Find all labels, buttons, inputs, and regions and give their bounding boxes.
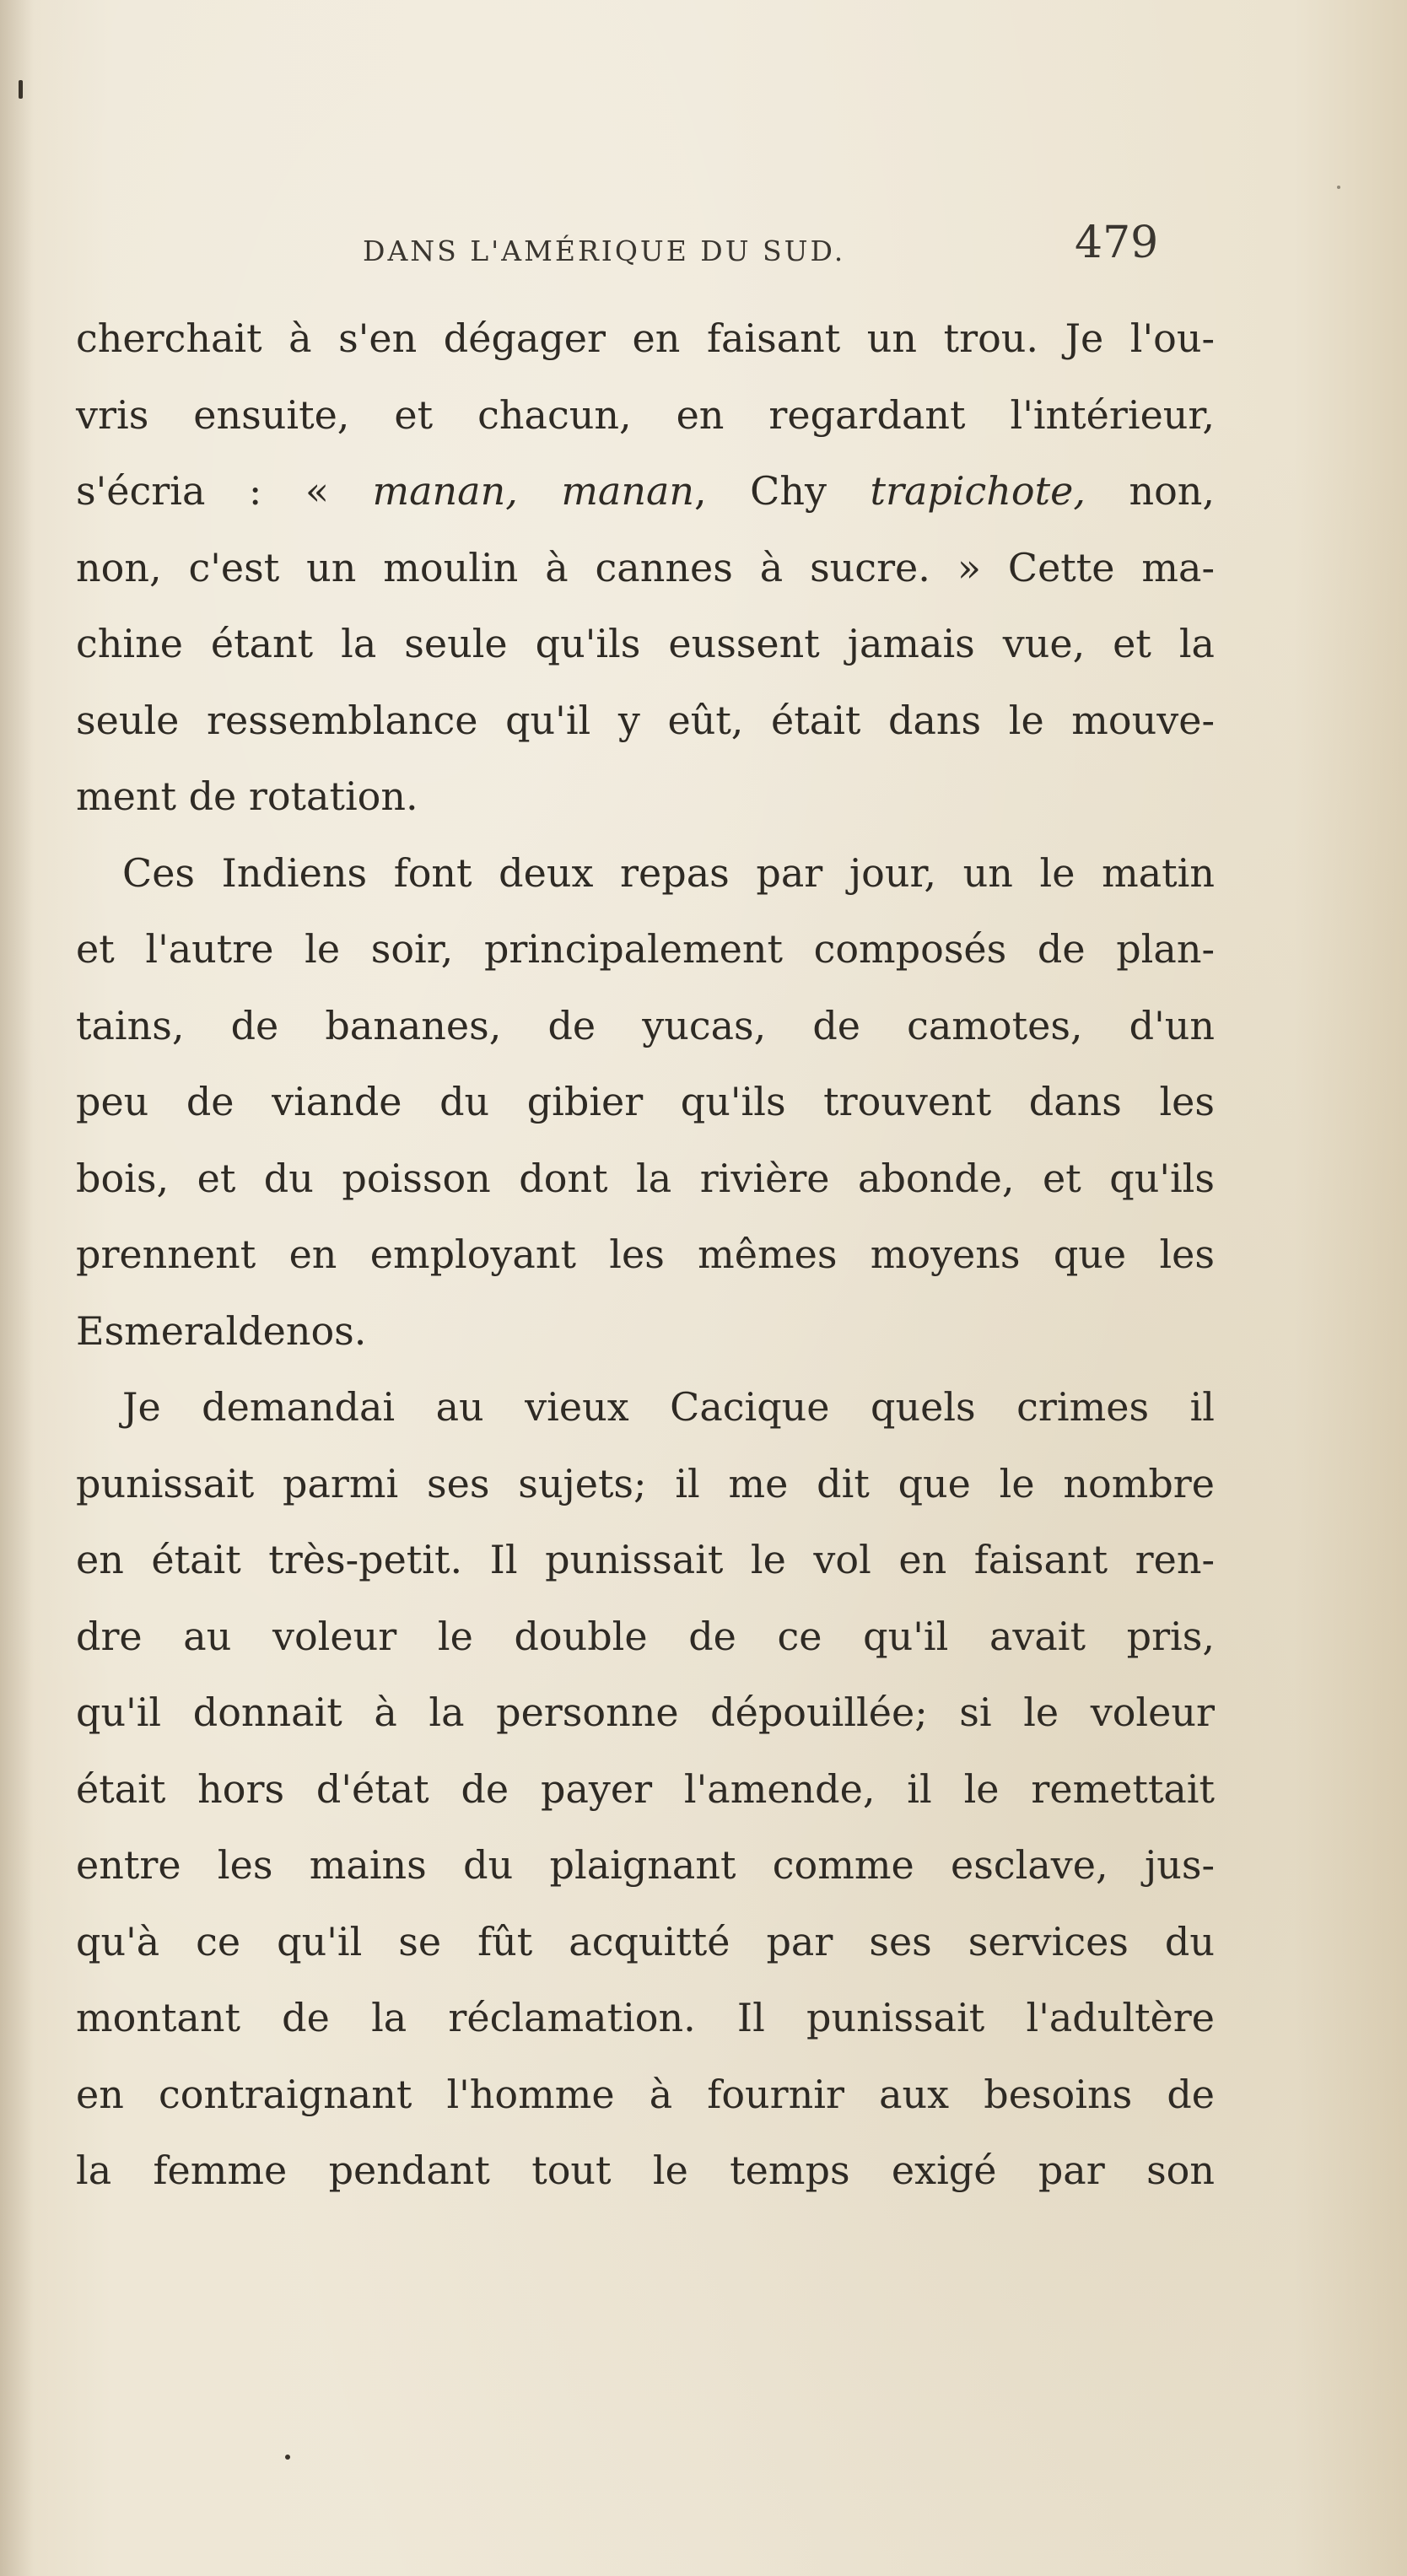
paper-speck bbox=[1337, 186, 1340, 189]
text-line: était hors d'état de payer l'amende, il le remettait bbox=[76, 1765, 1215, 1812]
page-number: 479 bbox=[1075, 218, 1159, 268]
paper-speck bbox=[285, 2455, 290, 2460]
text-line: entre les mains du plaignant comme esclave, jus- bbox=[76, 1842, 1215, 1888]
text-run: , Chy bbox=[694, 468, 871, 514]
text-line: chine étant la seule qu'ils eussent jamais vue, et la bbox=[76, 621, 1215, 666]
text-line: en était très-petit. Il punissait le vol en faisant ren- bbox=[76, 1537, 1215, 1582]
text-run: non, bbox=[1085, 468, 1216, 514]
text-line: qu'à ce qu'il se fût acquitté par ses services du bbox=[76, 1918, 1215, 1964]
text-line: tains, de bananes, de yucas, de camotes, d'un bbox=[76, 1002, 1215, 1048]
text-line: seule ressemblance qu'il y eût, était dans le mouve- bbox=[76, 697, 1215, 743]
paragraph-end-line: ment de rotation. bbox=[76, 773, 418, 819]
text-line: la femme pendant tout le temps exigé par son bbox=[76, 2148, 1215, 2193]
paragraph-start-line: Ces Indiens font deux repas par jour, un le matin bbox=[122, 849, 1215, 896]
paper-speck bbox=[19, 80, 23, 99]
text-line: bois, et du poisson dont la rivière abonde, et qu'ils bbox=[76, 1155, 1215, 1201]
italic-word: trapichote, bbox=[870, 468, 1086, 514]
text-run: s'écria : « bbox=[76, 468, 373, 514]
binding-shadow bbox=[0, 0, 34, 2576]
text-line: qu'il donnait à la personne dépouillée; si le voleur bbox=[76, 1689, 1215, 1735]
paragraph-end-line: Esmeraldenos. bbox=[76, 1307, 367, 1354]
text-line: en contraignant l'homme à fournir aux besoins de bbox=[76, 2071, 1215, 2117]
running-head: DANS L'AMÉRIQUE DU SUD. bbox=[363, 234, 846, 267]
text-line: montant de la réclamation. Il punissait l'adultère bbox=[76, 1995, 1215, 2040]
text-line: peu de viande du gibier qu'ils trouvent dans les bbox=[76, 1079, 1215, 1124]
italic-word: manan, manan bbox=[372, 468, 695, 514]
text-line bbox=[76, 453, 1215, 530]
text-line: dre au voleur le double de ce qu'il avait pris, bbox=[76, 1613, 1215, 1659]
text-line: punissait parmi ses sujets; il me dit que le nombre bbox=[76, 1460, 1215, 1506]
paragraph-start-line: Je demandai au vieux Cacique quels crimes il bbox=[122, 1384, 1215, 1430]
text-line: vris ensuite, et chacun, en regardant l'intérieur, bbox=[76, 391, 1215, 438]
text-line: non, c'est un moulin à cannes à sucre. » Cette ma- bbox=[76, 544, 1215, 590]
text-line: et l'autre le soir, principalement composés de plan- bbox=[76, 926, 1215, 972]
text-line: prennent en employant les mêmes moyens que les bbox=[76, 1231, 1215, 1277]
body-text bbox=[76, 300, 1215, 2209]
text-line: cherchait à s'en dégager en faisant un trou. Je l'ou- bbox=[76, 315, 1215, 361]
